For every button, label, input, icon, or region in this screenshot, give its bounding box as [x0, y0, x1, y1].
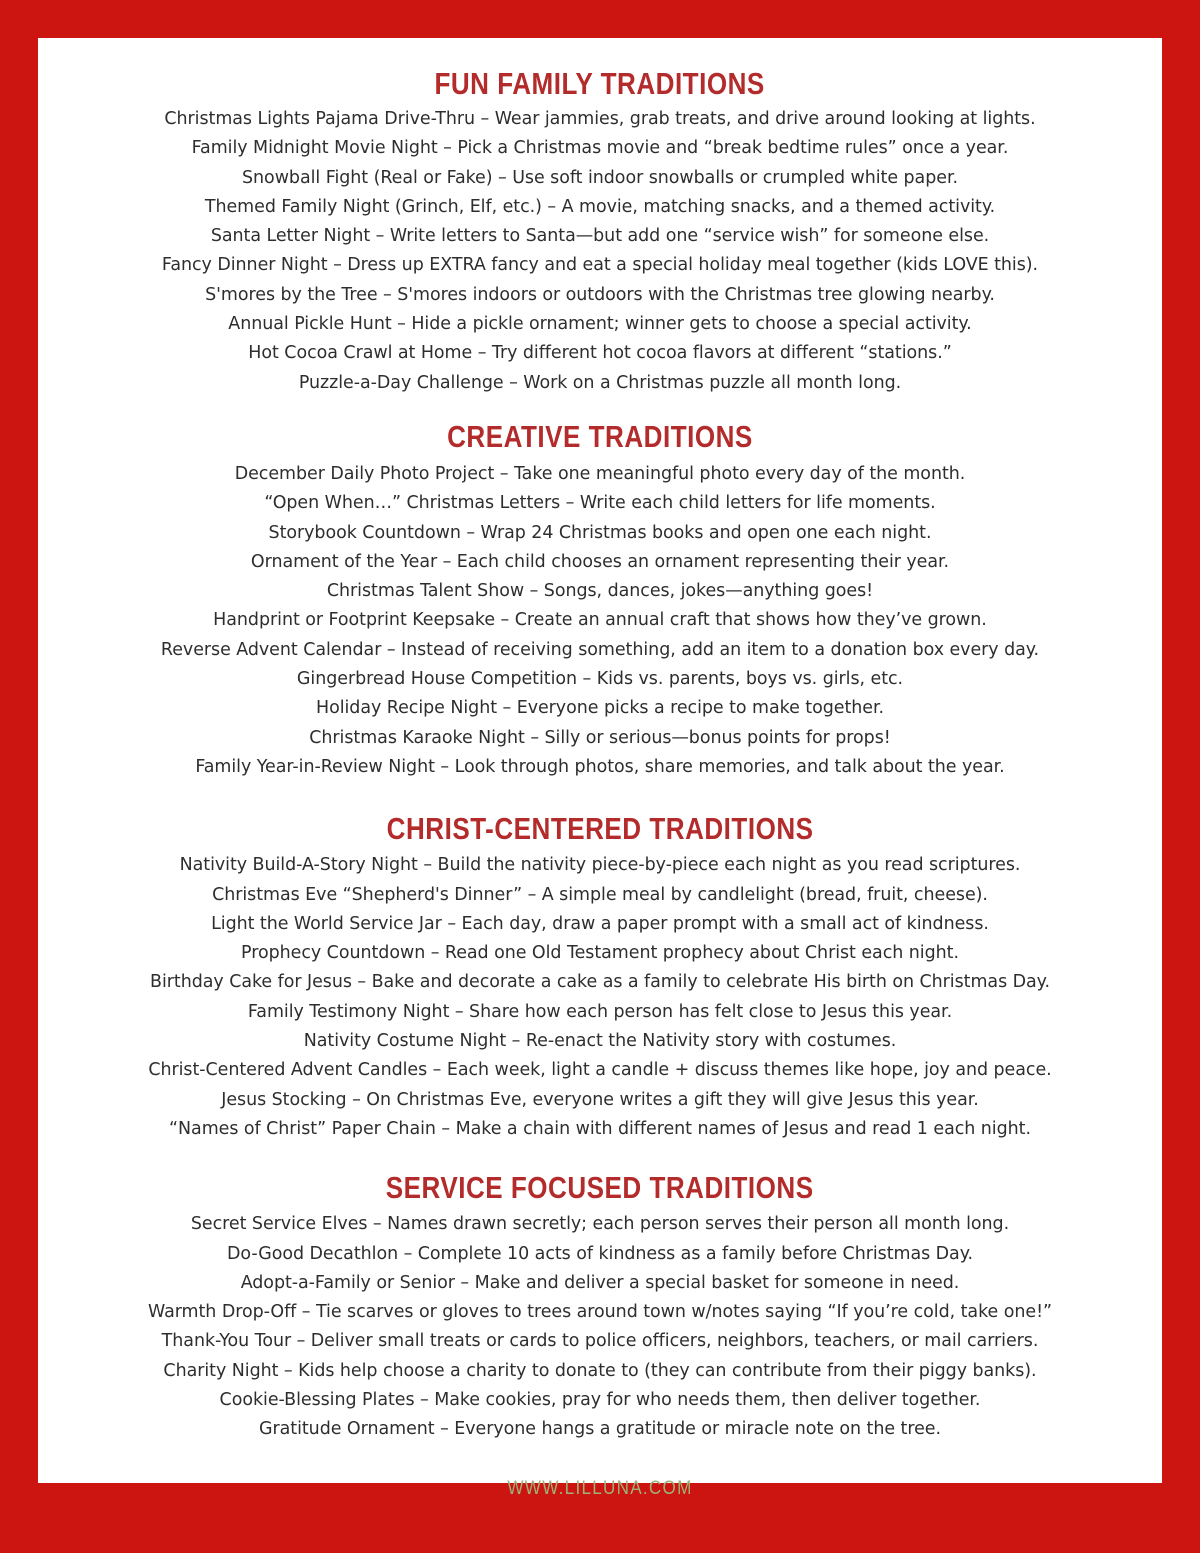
list-item: Themed Family Night (Grinch, Elf, etc.) – A movie, matching snacks, and a themed activity.: [204, 195, 996, 217]
section-christ-centered-traditions: [66, 806, 1134, 1143]
tradition-list: [66, 1209, 1134, 1443]
printable-page: [38, 38, 1162, 1499]
list-item: “Names of Christ” Paper Chain – Make a chain with different names of Jesus and read 1 each night.: [169, 1117, 1031, 1139]
list-item: Light the World Service Jar – Each day, draw a paper prompt with a small act of kindness.: [211, 912, 989, 934]
list-item: Christmas Karaoke Night – Silly or serious—bonus points for props!: [309, 726, 891, 748]
list-item: Snowball Fight (Real or Fake) – Use soft indoor snowballs or crumpled white paper.: [242, 166, 958, 188]
list-item: Hot Cocoa Crawl at Home – Try different hot cocoa flavors at different “stations.”: [248, 342, 952, 364]
list-item: Santa Letter Night – Write letters to Santa—but add one “service wish” for someone else.: [210, 225, 990, 247]
list-item: Holiday Recipe Night – Everyone picks a recipe to make together.: [315, 697, 885, 719]
list-item: Secret Service Elves – Names drawn secretly; each person serves their person all month long.: [190, 1213, 1010, 1235]
section-heading-wrap: [66, 62, 1134, 104]
section-heading-wrap: [66, 1165, 1134, 1209]
list-item: Gingerbread House Competition – Kids vs. parents, boys vs. girls, etc.: [296, 668, 904, 690]
list-item: Puzzle-a-Day Challenge – Work on a Christmas puzzle all month long.: [298, 371, 902, 393]
section-heading: CREATIVE TRADITIONS: [447, 419, 753, 455]
list-item: Fancy Dinner Night – Dress up EXTRA fancy and eat a special holiday meal together (kids LOVE this).: [161, 254, 1039, 276]
list-item: Warmth Drop-Off – Tie scarves or gloves to trees around town w/notes saying “If you’re cold, take one!”: [147, 1301, 1053, 1323]
list-item: Adopt-a-Family or Senior – Make and deliver a special basket for someone in need.: [240, 1271, 960, 1293]
list-item: Family Midnight Movie Night – Pick a Christmas movie and “break bedtime rules” once a year.: [191, 137, 1009, 159]
list-item: Thank-You Tour – Deliver small treats or cards to police officers, neighbors, teachers, or mail carriers.: [161, 1330, 1039, 1352]
list-item: Storybook Countdown – Wrap 24 Christmas books and open one each night.: [268, 521, 932, 543]
list-item: Birthday Cake for Jesus – Bake and decorate a cake as a family to celebrate His birth on Christmas Day.: [150, 971, 1050, 993]
list-item: December Daily Photo Project – Take one meaningful photo every day of the month.: [234, 462, 966, 484]
section-creative-traditions: [66, 415, 1134, 781]
section-heading: SERVICE FOCUSED TRADITIONS: [386, 1169, 814, 1205]
list-item: Do-Good Decathlon – Complete 10 acts of kindness as a family before Christmas Day.: [226, 1242, 974, 1264]
list-item: Nativity Costume Night – Re-enact the Nativity story with costumes.: [303, 1030, 897, 1052]
list-item: Prophecy Countdown – Read one Old Testament prophecy about Christ each night.: [241, 942, 959, 964]
list-item: Ornament of the Year – Each child chooses an ornament representing their year.: [250, 550, 950, 572]
list-item: Christ-Centered Advent Candles – Each week, light a candle + discuss themes like hope, joy and peace.: [148, 1059, 1052, 1081]
list-item: “Open When…” Christmas Letters – Write each child letters for life moments.: [264, 492, 936, 514]
section-heading-wrap: [66, 415, 1134, 459]
tradition-list: [66, 104, 1134, 397]
printable-content: [38, 38, 1162, 1499]
list-item: Handprint or Footprint Keepsake – Create an annual craft that shows how they’ve grown.: [213, 609, 987, 631]
section-fun-family-traditions: [66, 62, 1134, 397]
list-item: Christmas Lights Pajama Drive-Thru – Wear jammies, grab treats, and drive around looking at lights.: [164, 108, 1036, 129]
section-heading: CHRIST-CENTERED TRADITIONS: [386, 810, 814, 846]
list-item: Annual Pickle Hunt – Hide a pickle ornament; winner gets to choose a special activity.: [228, 313, 972, 335]
list-item: Cookie-Blessing Plates – Make cookies, pray for who needs them, then deliver together.: [219, 1388, 981, 1410]
list-item: Christmas Eve “Shepherd's Dinner” – A simple meal by candlelight (bread, fruit, cheese).: [212, 883, 988, 905]
list-item: Reverse Advent Calendar – Instead of receiving something, add an item to a donation box every day.: [160, 638, 1040, 660]
list-item: Family Year-in-Review Night – Look through photos, share memories, and talk about the year.: [195, 755, 1005, 777]
list-item: S'mores by the Tree – S'mores indoors or outdoors with the Christmas tree glowing nearby.: [205, 283, 995, 305]
list-item: Family Testimony Night – Share how each person has felt close to Jesus this year.: [247, 1000, 953, 1022]
footer-website-url[interactable]: WWW.LILLUNA.COM: [507, 1477, 693, 1499]
list-item: Gratitude Ornament – Everyone hangs a gratitude or miracle note on the tree.: [259, 1418, 941, 1440]
list-item: Charity Night – Kids help choose a charity to donate to (they can contribute from their piggy banks).: [163, 1359, 1037, 1381]
section-heading-wrap: [66, 806, 1134, 850]
tradition-list: [66, 459, 1134, 781]
section-service-focused-traditions: [66, 1165, 1134, 1443]
section-heading: FUN FAMILY TRADITIONS: [434, 65, 766, 101]
list-item: Christmas Talent Show – Songs, dances, jokes—anything goes!: [326, 580, 874, 602]
list-item: Jesus Stocking – On Christmas Eve, everyone writes a gift they will give Jesus this year.: [221, 1088, 979, 1110]
list-item: Nativity Build-A-Story Night – Build the nativity piece-by-piece each night as you read scriptures.: [179, 854, 1021, 876]
tradition-list: [66, 850, 1134, 1143]
